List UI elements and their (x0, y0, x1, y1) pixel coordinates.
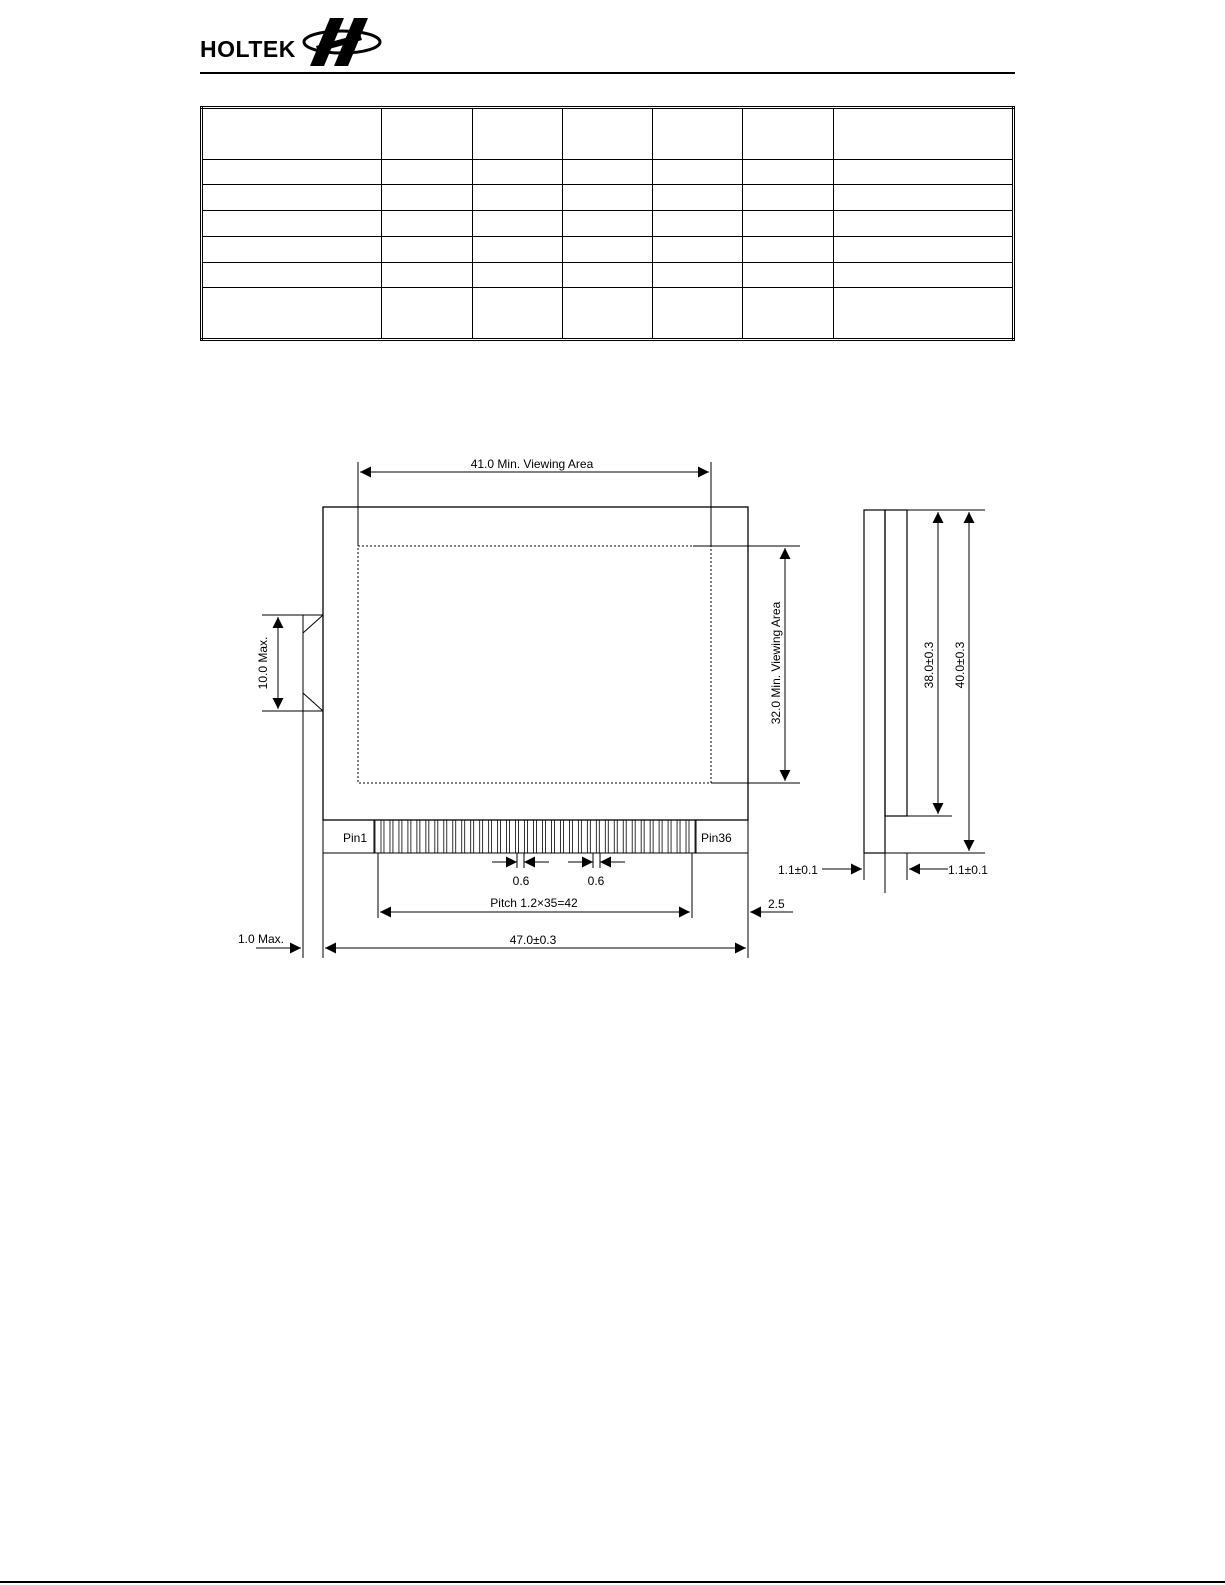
pin (501, 820, 507, 853)
label-viewing-width: 41.0 Min. Viewing Area (470, 457, 594, 471)
pin (545, 820, 551, 853)
pin (411, 820, 417, 853)
pin (581, 820, 587, 853)
label-pin-width-a: 0.6 (512, 874, 530, 888)
label-side-t-left: 1.1±0.1 (778, 863, 818, 877)
pin (590, 820, 596, 853)
label-viewing-height: 32.0 Min. Viewing Area (769, 601, 783, 725)
pin-array (374, 820, 696, 853)
pin (644, 820, 650, 853)
pin (680, 820, 686, 853)
pin (563, 820, 569, 853)
side-view-panel-back (885, 510, 907, 816)
pin (671, 820, 677, 853)
pin (617, 820, 623, 853)
module-outline (323, 507, 748, 820)
label-thickness-max: 1.0 Max. (238, 932, 285, 946)
pin (393, 820, 399, 853)
side-view-panel-front (864, 510, 885, 853)
pin (492, 820, 498, 853)
pin (465, 820, 471, 853)
pin (554, 820, 560, 853)
pin (626, 820, 632, 853)
label-left-max: 10.0 Max. (256, 636, 270, 690)
pin (510, 820, 516, 853)
pin (375, 820, 381, 853)
label-overall-width: 47.0±0.3 (509, 933, 557, 947)
pin (519, 820, 525, 853)
pin (635, 820, 641, 853)
left-tab-bevel (303, 615, 323, 633)
pin (402, 820, 408, 853)
pin (689, 820, 695, 853)
label-pin-last: Pin36 (701, 831, 732, 845)
label-pitch: Pitch 1.2×35=42 (490, 896, 578, 910)
pin (474, 820, 480, 853)
pin (528, 820, 534, 853)
pin (447, 820, 453, 853)
pin (384, 820, 390, 853)
footer-rule (0, 1581, 1225, 1583)
pin (599, 820, 605, 853)
left-tab-bevel (303, 693, 323, 711)
pin (483, 820, 489, 853)
pin-strip (323, 820, 748, 853)
pin (536, 820, 542, 853)
label-side-h2: 40.0±0.3 (953, 641, 967, 689)
logo-text: HOLTEK (200, 36, 296, 62)
pin (662, 820, 668, 853)
label-side-h1: 38.0±0.3 (922, 641, 936, 689)
label-offset-right: 2.5 (768, 897, 785, 911)
pin (456, 820, 462, 853)
pin (429, 820, 435, 853)
pin (438, 820, 444, 853)
label-side-t-right: 1.1±0.1 (948, 863, 988, 877)
viewing-area (358, 546, 711, 783)
pin-array-outline (374, 820, 696, 853)
pin (653, 820, 659, 853)
label-pin-width-b: 0.6 (587, 874, 605, 888)
pin (420, 820, 426, 853)
pin (572, 820, 578, 853)
label-pin-first: Pin1 (343, 831, 368, 845)
pin (608, 820, 614, 853)
